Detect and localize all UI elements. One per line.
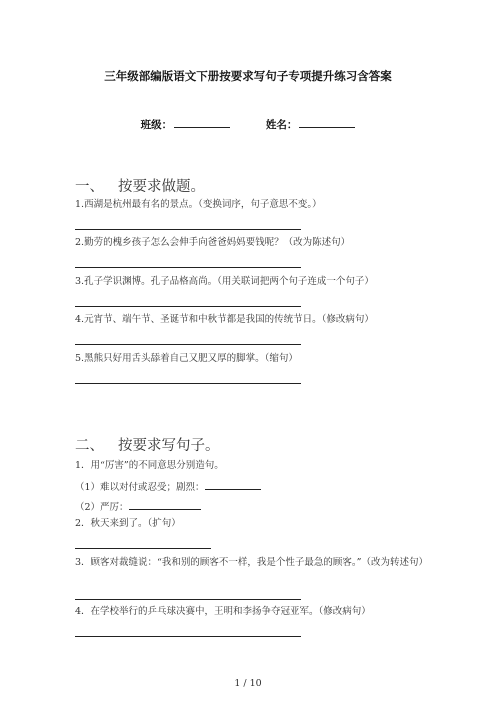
section-2-question-3: 3．顾客对裁缝说：“我和别的顾客不一样，我是个性子最急的顾客。”（改为转述句） — [75, 557, 429, 568]
section-1-heading — [75, 175, 205, 196]
section-1-question-3: 3.孔子学识渊博。孔子品格高尚。（用关联词把两个句子连成一个句子） — [75, 276, 374, 287]
name-label: 姓名： — [265, 119, 298, 131]
sub-1-text: （1）难以对付或忍受；剧烈： — [75, 482, 205, 493]
section-1-question-5: 5.黑熊只好用舌头舔着自己又肥又厚的脚掌。（缩句） — [75, 353, 298, 364]
section-2-heading — [75, 434, 220, 455]
section-2-number: 二、 — [75, 438, 104, 454]
section-2-title: 按要求写句子。 — [118, 438, 220, 454]
section-1-title: 按要求做题。 — [118, 179, 205, 195]
section-2-question-1-sub-1 — [75, 479, 261, 495]
section-1-number: 一、 — [75, 179, 104, 195]
answer-line[interactable] — [75, 267, 301, 268]
sub-2-text: （2）严厉： — [75, 502, 129, 513]
sub-2-blank[interactable] — [129, 499, 201, 510]
section-1-question-4: 4.元宵节、端午节、圣诞节和中秋节都是我国的传统节日。（修改病句） — [75, 314, 374, 325]
student-info — [0, 117, 496, 132]
answer-line[interactable] — [75, 599, 301, 600]
page-number: 1 / 10 — [234, 678, 262, 689]
section-2-question-1: 1．用“厉害”的不同意思分别造句。 — [75, 460, 224, 471]
answer-line[interactable] — [75, 306, 301, 307]
section-2-question-1-sub-2 — [75, 499, 201, 515]
answer-line[interactable] — [75, 636, 301, 637]
section-2-question-4: 4．在学校举行的乒乓球决赛中，王明和李扬争夺冠亚军。（修改病句） — [75, 606, 371, 617]
name-blank[interactable] — [299, 117, 355, 128]
answer-line[interactable] — [75, 383, 301, 384]
answer-line[interactable] — [75, 344, 301, 345]
class-label: 班级： — [140, 119, 173, 131]
document-title: 三年级部编版语文下册按要求写句子专项提升练习含答案 — [104, 69, 392, 83]
sub-1-blank[interactable] — [205, 479, 261, 490]
answer-line[interactable] — [75, 548, 211, 549]
class-field — [141, 117, 231, 132]
name-field — [266, 117, 356, 132]
section-1-question-1: 1.西湖是杭州最有名的景点。（变换词序，句子意思不变。） — [75, 199, 322, 210]
answer-line[interactable] — [75, 229, 301, 230]
section-1-question-2: 2.勤劳的槐乡孩子怎么会伸手向爸爸妈妈要钱呢？（改为陈述句） — [75, 237, 351, 248]
class-blank[interactable] — [174, 117, 230, 128]
section-2-question-2: 2．秋天来到了。（扩句） — [75, 518, 181, 529]
